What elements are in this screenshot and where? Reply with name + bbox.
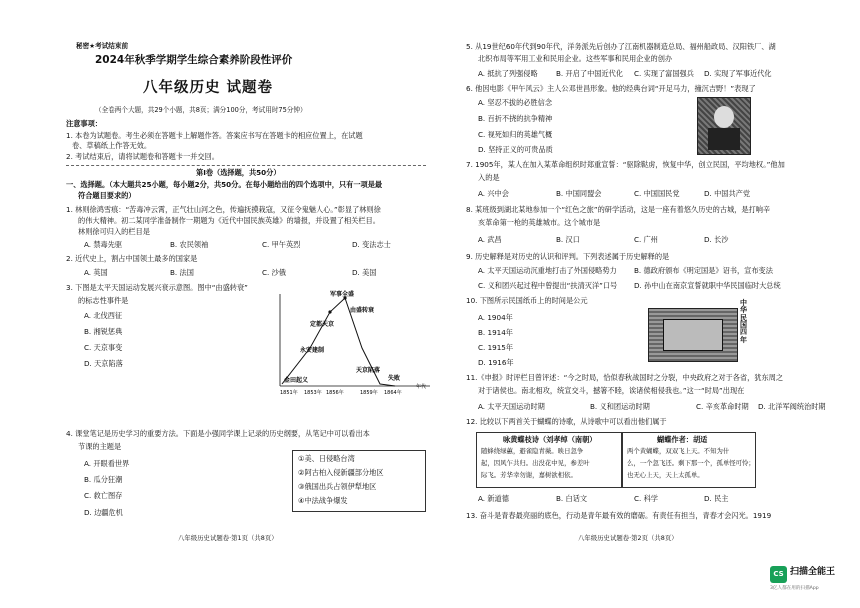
q9-option-c: C. 义和团兴起过程中曾提出“扶清灭洋”口号 — [478, 281, 618, 290]
divider — [66, 165, 426, 166]
q12-option-c: C. 科学 — [634, 494, 658, 503]
q3-option-b: B. 湘锐惩典 — [84, 327, 123, 336]
right-footer: 八年级历史试题卷·第2页（共8页） — [578, 534, 678, 542]
banknote-center — [663, 319, 723, 351]
q5-option-a: A. 抵抗了列强侵略 — [478, 69, 538, 78]
q9-option-a: A. 太平天国运动沉重地打击了外国侵略势力 — [478, 266, 617, 275]
q1-option-a: A. 禁毒先驱 — [84, 240, 123, 249]
q1-line-b: 的伟大精神。初二某同学准备制作一期题为《近代中国民族英雄》的墙报，并设置了相关栏目。 — [78, 216, 380, 225]
portrait-face — [714, 106, 734, 128]
diagram-year-1853: 1853年 — [304, 390, 322, 396]
poem2-line: 两个黄蝴蝶，双双飞上天。不知为什 — [627, 447, 730, 455]
q11-option-a: A. 太平天国运动时期 — [478, 402, 545, 411]
diagram-label-yongan: 永安建制 — [300, 347, 325, 354]
notice-1b: 卷、草稿纸上作答无效。 — [72, 141, 152, 150]
subject-title: 八年级历史 试题卷 — [143, 80, 274, 96]
q6-option-a: A. 坚忍不拔的必胜信念 — [478, 98, 553, 107]
q9-option-d: D. 孙中山在南京宣誓就职中华民国临时大总统 — [634, 281, 781, 290]
q2-option-c: C. 沙俄 — [262, 268, 286, 277]
diagram-year-1851: 1851年 — [280, 390, 298, 396]
poem1-box — [476, 432, 622, 488]
notice-2: 2. 考试结束后，请将试题卷和答题卡一并交回。 — [66, 152, 219, 161]
poem1-line: 随蜂绕绿蕙，避雀隐青薇。映日忽争 — [481, 447, 584, 455]
q2-option-a: A. 英国 — [84, 268, 108, 277]
poem2-line: 也无心上天，天上太孤单。 — [627, 471, 704, 479]
q4-note-4: ④中法战争爆发 — [298, 496, 348, 505]
diagram-label-fall: 天京陷落 — [356, 367, 381, 374]
poem1-line: 起，因风乍共归。出没花中见，参差叶 — [481, 459, 590, 467]
secret-mark: 秘密★考试结束前 — [76, 42, 129, 50]
q4-option-a: A. 开眼看世界 — [84, 459, 130, 468]
q8-option-a: A. 武昌 — [478, 235, 502, 244]
q2-stem: 2. 近代史上，割占中国领土最多的国家是 — [66, 254, 198, 263]
instruction-1: 一、选择题。（本大题共25小题，每小题2分，共50分。在每小题给出的四个选项中，只有一项是最 — [66, 180, 383, 189]
q5-option-d: D. 实现了军事近代化 — [704, 69, 772, 78]
camscanner-logo-icon: CS — [770, 566, 787, 583]
q8-option-b: B. 汉口 — [556, 235, 580, 244]
q3-option-d: D. 天京陷落 — [84, 359, 123, 368]
poem2-box — [622, 432, 756, 488]
q5-option-c: C. 实现了富国强兵 — [634, 69, 694, 78]
q11-line-a: 11.《申报》时评栏目曾评述：“今之时局，恰似春秋战国时之分裂，中央政府之对于各省，犹东周之 — [466, 373, 784, 382]
q9-option-b: B. 德政府颁布《明定国是》诏书，宣布变法 — [634, 266, 773, 275]
q12-option-b: B. 白话文 — [556, 494, 588, 503]
q12-option-a: A. 新道德 — [478, 494, 509, 503]
q7-option-b: B. 中国同盟会 — [556, 189, 602, 198]
q1-option-c: C. 甲午英烈 — [262, 240, 301, 249]
q5-line-b: 北织布局等军用工业和民用企业。这些军事和民用企业的创办 — [478, 54, 673, 63]
q11-option-c: C. 辛亥革命时期 — [696, 402, 749, 411]
taiping-diagram — [270, 286, 435, 396]
q4-line-a: 4. 课堂笔记是历史学习的重要方法。下面是小强同学课上记录的历史纲要，从笔记中可以看出本 — [66, 429, 370, 438]
q1-option-b: B. 农民领袖 — [170, 240, 209, 249]
q7-line-a: 7. 1905年，某人在加入某革命组织时郑重宣誓：“驱除鞑虏，恢复中华，创立民国，平均地权。”他加 — [466, 160, 785, 169]
q10-stem: 10. 下图所示民国纸币上的时间是公元 — [466, 296, 588, 305]
q7-option-d: D. 中国共产党 — [704, 189, 751, 198]
q4-option-b: B. 瓜分狂潮 — [84, 475, 123, 484]
poem2-line: 么，一个忽飞还。剩下那一个，孤单怪可怜； — [627, 459, 755, 467]
q6-option-c: C. 视死如归的英雄气概 — [478, 130, 553, 139]
q8-option-d: D. 长沙 — [704, 235, 729, 244]
q3-line-b: 的标志性事件是 — [78, 296, 129, 305]
banknote-image — [648, 308, 738, 362]
diagram-year-1864: 1864年 — [384, 390, 402, 396]
diagram-x-label: 年代 — [416, 384, 427, 390]
diagram-label-capital: 定都天京 — [310, 321, 335, 328]
q7-option-a: A. 兴中会 — [478, 189, 509, 198]
q12-option-d: D. 民主 — [704, 494, 729, 503]
q11-option-d: D. 北洋军阀统治时期 — [758, 402, 826, 411]
scanner-brand: 扫描全能王 — [790, 567, 836, 577]
q13-stem: 13. 奋斗是青春最亮丽的底色，行动是青年最有效的磨砺。有责任有担当，青春才会闪光。1919 — [466, 511, 772, 520]
q2-option-b: B. 法国 — [170, 268, 194, 277]
exam-title: 2024年秋季学期学生综合素养阶段性评价 — [95, 54, 293, 66]
q8-line-b: 亥革命第一枪的英雄城市。这个城市是 — [478, 218, 601, 227]
q7-line-b: 入的是 — [478, 173, 500, 182]
diagram-year-1856: 1856年 — [326, 390, 344, 396]
q11-line-b: 对于诸侯也。南北相攻，统宣交斗，撼箸不睦，诶诸侯相侵我也。”这一“时局”出现在 — [478, 386, 745, 395]
q10-option-a: A. 1904年 — [478, 313, 513, 322]
q3-option-a: A. 北伐西征 — [84, 311, 123, 320]
diagram-label-peak: 军事全盛 — [330, 291, 355, 298]
poem2-title: 蝴蝶作者：胡适 — [657, 435, 708, 444]
instruction-2: 符合题目要求的） — [78, 191, 136, 200]
q9-stem: 9. 历史解释是对历史的认识和评判。下列表述属于历史解释的是 — [466, 252, 670, 261]
diagram-label-fail: 失败 — [388, 375, 401, 382]
q4-note-2: ②阿古柏入侵新疆部分地区 — [298, 468, 384, 477]
q8-option-c: C. 广州 — [634, 235, 658, 244]
q2-option-d: D. 美国 — [352, 268, 377, 277]
q7-option-c: C. 中国国民党 — [634, 189, 680, 198]
diagram-label-turn: 由盛转衰 — [350, 307, 375, 314]
q3-line-a: 3. 下图是太平天国运动发展兴衰示意图。图中“由盛转衰” — [66, 283, 248, 292]
notice-1a: 1. 本卷为试题卷。考生必须在答题卡上解题作答。答案应书写在答题卡的相应位置上，在试题 — [66, 131, 363, 140]
scanner-tagline: 3亿人都在用的扫描App — [770, 586, 819, 591]
q5-option-b: B. 开启了中国近代化 — [556, 69, 624, 78]
exam-meta: （全卷两个大题，共29个小题，共8页；满分100分，考试用时75分钟） — [95, 106, 307, 114]
portrait-body — [708, 128, 740, 150]
diagram-node — [328, 310, 331, 313]
q3-option-c: C. 天京事变 — [84, 343, 123, 352]
diagram-year-1859: 1859年 — [360, 390, 378, 396]
q1-line-c: 林则徐可归入的栏目是 — [78, 227, 150, 236]
q4-note-1: ①美、日侵略台湾 — [298, 454, 355, 463]
q10-option-b: B. 1914年 — [478, 328, 513, 337]
q4-note-3: ③俄国出兵占领伊犁地区 — [298, 482, 377, 491]
q10-option-d: D. 1916年 — [478, 358, 514, 367]
q4-option-d: D. 边疆危机 — [84, 508, 123, 517]
q6-stem: 6. 他因电影《甲午风云》主人公邓世昌形象。他的经典台词“开足马力，撞沉吉野！”表现了 — [466, 84, 756, 93]
q1-option-d: D. 变法志士 — [352, 240, 391, 249]
left-footer: 八年级历史试题卷·第1页（共8页） — [178, 534, 278, 542]
q5-line-a: 5. 从19世纪60年代到90年代，洋务派先后创办了江南机器制造总局、福州船政局、汉阳铁厂、湖 — [466, 42, 776, 51]
deng-shichang-portrait — [697, 97, 751, 155]
q10-option-c: C. 1915年 — [478, 343, 514, 352]
poem1-title: 咏黄蝶枝诗（刘孝绰（南朝） — [503, 435, 597, 444]
banknote-stamp: 中华民国四年 — [740, 299, 747, 344]
diagram-label-jintian: 金田起义 — [284, 377, 309, 384]
q4-notes-box — [292, 450, 426, 512]
q4-option-c: C. 救亡图存 — [84, 491, 123, 500]
q8-line-a: 8. 某班级到湖北某地参加一个“红色之旅”的研学活动，这是一座有着悠久历史的古城，是打响辛 — [466, 205, 771, 214]
q4-line-b: 节课的主题是 — [78, 442, 122, 451]
q6-option-b: B. 百折不挠的抗争精神 — [478, 114, 553, 123]
poem1-line: 际飞。芳华幸勿谢，嘉树欲相依。 — [481, 471, 577, 479]
section-title: 第Ⅰ卷（选择题，共50分） — [196, 168, 281, 177]
q11-option-b: B. 义和团运动时期 — [590, 402, 650, 411]
q1-line-a: 1. 林则徐鸿雪痕：“苦毒冲云霄，正气壮山河之色，传遍抚摸栽寇，又征令鬼魅人心。”彰显了林则徐 — [66, 205, 381, 214]
notice-title: 注意事项： — [66, 119, 102, 128]
q6-option-d: D. 坚持正义的可贵品质 — [478, 145, 553, 154]
q12-stem: 12. 比较以下两首关于蝴蝶的诗歌，从诗歌中可以看出他们属于 — [466, 417, 667, 426]
